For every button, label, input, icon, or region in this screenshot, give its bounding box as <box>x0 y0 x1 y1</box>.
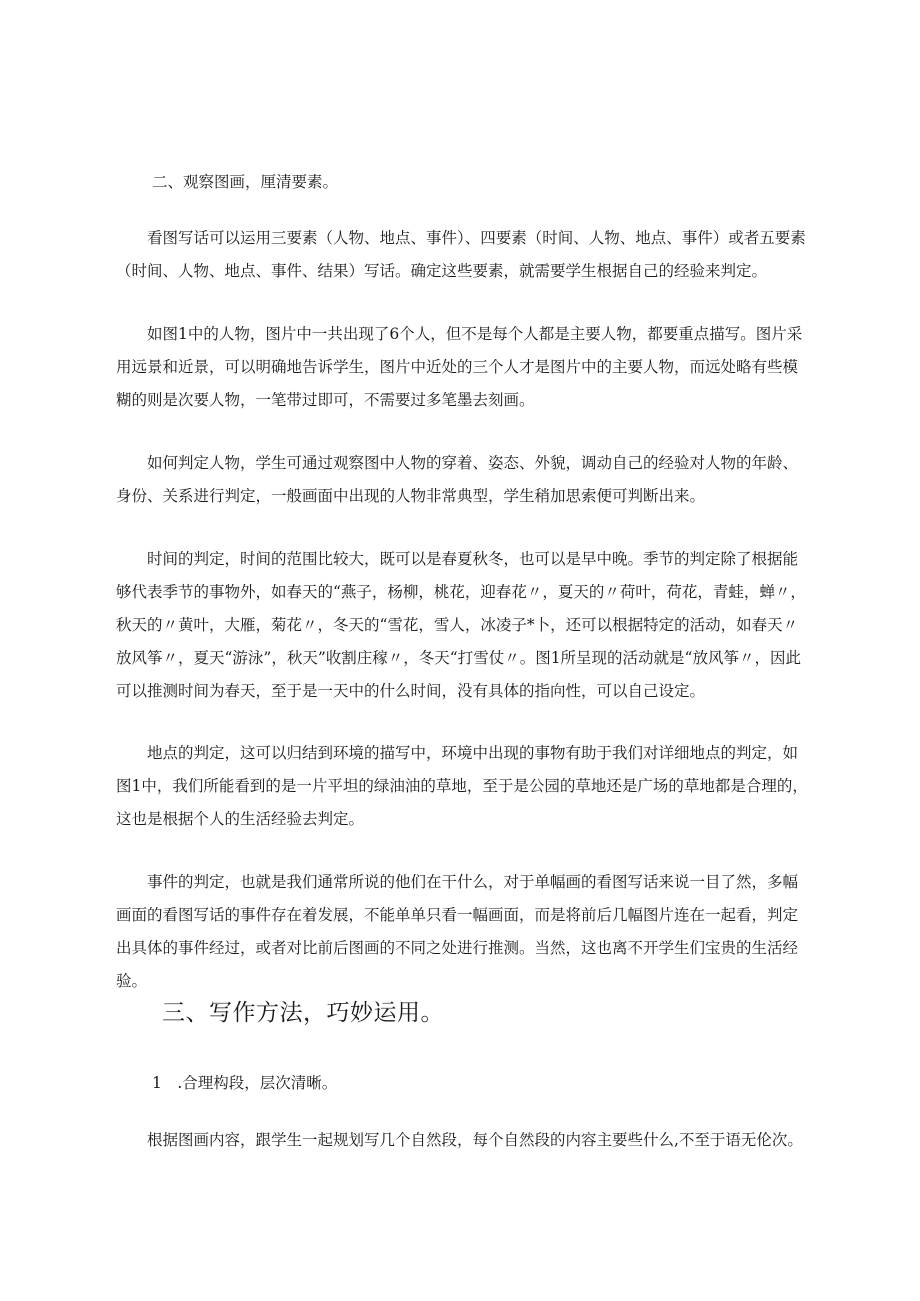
subsection1-paragraph: 根据图画内容，跟学生一起规划写几个自然段，每个自然段的内容主要些什么,不至于语无伦次。 <box>147 1131 803 1149</box>
paragraph-elements-intro: 看图写话可以运用三要素（人物、地点、事件）、四要素（时间、人物、地点、事件）或者五要素（时间、人物、地点、事件、结果）写话。确定这些要素，就需要学生根据自己的经验来判定。 <box>116 229 806 280</box>
paragraph-judge-event: 事件的判定，也就是我们通常所说的他们在干什么，对于单幅画的看图写话来说一目了然，多幅画面的看图写话的事件存在着发展，不能单单只看一幅画面，而是将前后几幅图片连在一起看，判定出具体的事件经过，或者对比前后图画的不同之处进行推测。当然，这也离不开学生们宝贵的生活经验。 <box>116 873 799 990</box>
paragraph-judge-characters: 如何判定人物，学生可通过观察图中人物的穿着、姿态、外貌，调动自己的经验对人物的年龄、身份、关系进行判定，一般画面中出现的人物非常典型，学生稍加思索便可判断出来。 <box>116 454 799 505</box>
paragraph-judge-place: 地点的判定，这可以归结到环境的描写中，环境中出现的事物有助于我们对详细地点的判定，如图1中，我们所能看到的是一片平坦的绿油油的草地，至于是公园的草地还是广场的草地都是合理的，这也是根据个人的生活经验去判定。 <box>116 744 808 828</box>
paragraph-characters-figure1: 如图1中的人物，图片中一共出现了6个人，但不是每个人都是主要人物，都要重点描写。图片采用远景和近景，可以明确地告诉学生，图片中近处的三个人才是图片中的主要人物，而远处略有些模糊的则是次要人物，一笔带过即可，不需要过多笔墨去刻画。 <box>116 325 803 409</box>
section3-heading: 三、写作方法，巧妙运用。 <box>162 1000 444 1026</box>
paragraph-judge-time: 时间的判定，时间的范围比较大，既可以是春夏秋冬，也可以是早中晚。季节的判定除了根据能够代表季节的事物外，如春天的“燕子，杨柳，桃花，迎春花〃，夏天的〃荷叶，荷花，青蛙，蝉〃，秋天的〃黄叶，大雁，菊花〃，冬天的“雪花，雪人，冰凌子*卜，还可以根据特定的活动，如春天〃放风筝〃，夏天“游泳”，秋天”收割庄稼〃，冬天“打雪仗〃。图1所呈现的活动就是“放风筝〃，因此可以推测时间为春天，至于是一天中的什么时间，没有具体的指向性，可以自己设定。 <box>116 550 806 700</box>
section2-heading: 二、观察图画，厘清要素。 <box>152 173 339 191</box>
subsection1-heading: 1 .合理构段，层次清晰。 <box>152 1074 338 1092</box>
